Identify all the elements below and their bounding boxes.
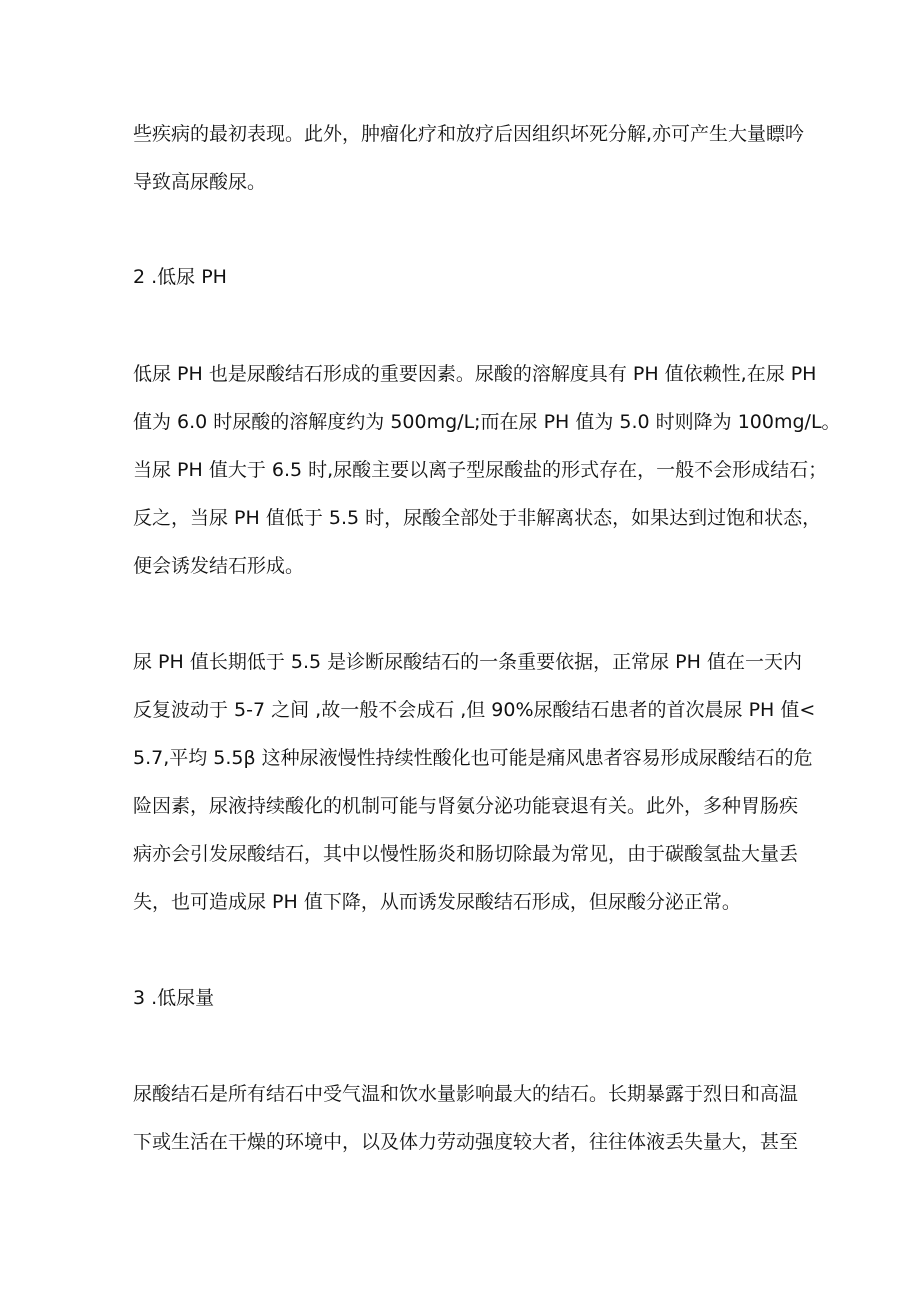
paragraph-3-line-6: 失，也可造成尿 PH 值下降，从而诱发尿酸结石形成，但尿酸分泌正常。 (133, 891, 741, 913)
paragraph-2-line-3: 当尿 PH 值大于 6.5 时,尿酸主要以离子型尿酸盐的形式存在，一般不会形成结石； (133, 459, 828, 481)
paragraph-3-line-5: 病亦会引发尿酸结石，其中以慢性肠炎和肠切除最为常见，由于碳酸氢盐大量丢 (133, 843, 799, 865)
paragraph-4-line-1: 尿酸结石是所有结石中受气温和饮水量影响最大的结石。长期暴露于烈日和高温 (133, 1083, 799, 1105)
paragraph-2-line-4: 反之，当尿 PH 值低于 5.5 时，尿酸全部处于非解离状态，如果达到过饱和状态， (133, 507, 822, 529)
paragraph-2-line-1: 低尿 PH 也是尿酸结石形成的重要因素。尿酸的溶解度具有 PH 值依赖性,在尿 PH (133, 363, 817, 385)
section-heading-3: 3 .低尿量 (133, 987, 215, 1009)
section-heading-2: 2 .低尿 PH (133, 266, 227, 288)
paragraph-4-line-2: 下或生活在干燥的环境中，以及体力劳动强度较大者，往往体液丢失量大，甚至 (133, 1131, 799, 1153)
paragraph-1-line-1: 些疾病的最初表现。此外，肿瘤化疗和放疗后因组织坏死分解,亦可产生大量瞟吟 (133, 123, 805, 145)
paragraph-3-line-3: 5.7,平均 5.5β 这种尿液慢性持续性酸化也可能是痛风患者容易形成尿酸结石的危 (133, 747, 813, 769)
paragraph-2-line-2: 值为 6.0 时尿酸的溶解度约为 500mg∕L;而在尿 PH 值为 5.0 时则降为 100mg∕L。 (133, 411, 841, 433)
paragraph-3-line-2: 反复波动于 5-7 之间 ,故一般不会成石 ,但 90%尿酸结石患者的首次晨尿 PH 值< (133, 699, 816, 721)
paragraph-2-line-5: 便会诱发结石形成。 (133, 555, 305, 577)
paragraph-3-line-1: 尿 PH 值长期低于 5.5 是诊断尿酸结石的一条重要依据，正常尿 PH 值在一天内 (133, 651, 802, 673)
paragraph-3-line-4: 险因素，尿液持续酸化的机制可能与肾氨分泌功能衰退有关。此外，多种胃肠疾 (133, 795, 799, 817)
paragraph-1-line-2: 导致高尿酸尿。 (133, 171, 267, 193)
